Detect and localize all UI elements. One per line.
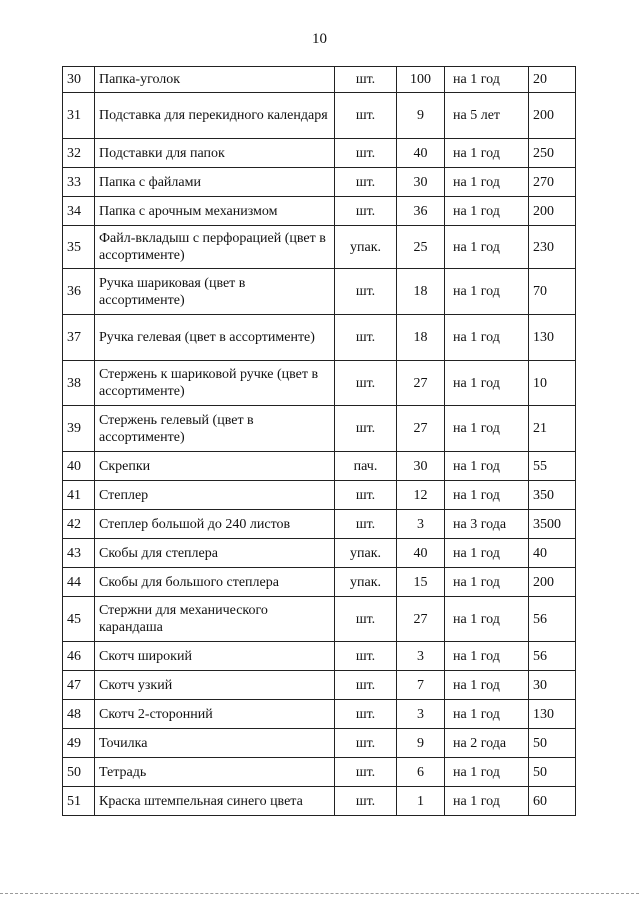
item-term: на 1 год bbox=[445, 568, 529, 597]
table-row bbox=[63, 671, 576, 700]
item-quantity: 30 bbox=[397, 452, 445, 481]
item-price: 30 bbox=[529, 671, 576, 700]
item-price: 70 bbox=[529, 269, 576, 315]
supply-table bbox=[62, 66, 576, 816]
table-row bbox=[63, 510, 576, 539]
table-row bbox=[63, 406, 576, 452]
page-number: 10 bbox=[312, 31, 327, 47]
row-number: 47 bbox=[63, 671, 95, 700]
row-number: 45 bbox=[63, 597, 95, 642]
item-term: на 1 год bbox=[445, 406, 529, 452]
item-price: 130 bbox=[529, 700, 576, 729]
item-price: 200 bbox=[529, 93, 576, 139]
table-row bbox=[63, 197, 576, 226]
item-unit: шт. bbox=[335, 671, 397, 700]
item-name: Точилка bbox=[95, 729, 335, 758]
item-unit: шт. bbox=[335, 269, 397, 315]
item-name: Стержень к шариковой ручке (цвет в ассортименте) bbox=[95, 361, 335, 406]
item-term: на 1 год bbox=[445, 539, 529, 568]
item-price: 250 bbox=[529, 139, 576, 168]
item-quantity: 27 bbox=[397, 406, 445, 452]
item-price: 350 bbox=[529, 481, 576, 510]
item-name: Папка с арочным механизмом bbox=[95, 197, 335, 226]
supply-table-body bbox=[63, 67, 576, 816]
item-price: 50 bbox=[529, 758, 576, 787]
item-quantity: 12 bbox=[397, 481, 445, 510]
item-quantity: 3 bbox=[397, 642, 445, 671]
table-row bbox=[63, 452, 576, 481]
row-number: 35 bbox=[63, 226, 95, 269]
item-unit: упак. bbox=[335, 226, 397, 269]
item-price: 200 bbox=[529, 568, 576, 597]
item-name: Стержни для механического карандаша bbox=[95, 597, 335, 642]
row-number: 43 bbox=[63, 539, 95, 568]
table-row bbox=[63, 787, 576, 816]
item-quantity: 40 bbox=[397, 139, 445, 168]
item-name: Папка-уголок bbox=[95, 67, 335, 93]
footer-divider bbox=[0, 893, 639, 894]
row-number: 34 bbox=[63, 197, 95, 226]
item-name: Ручка гелевая (цвет в ассортименте) bbox=[95, 315, 335, 361]
item-name: Скотч узкий bbox=[95, 671, 335, 700]
item-term: на 1 год bbox=[445, 481, 529, 510]
item-price: 270 bbox=[529, 168, 576, 197]
item-term: на 1 год bbox=[445, 315, 529, 361]
item-unit: шт. bbox=[335, 700, 397, 729]
row-number: 48 bbox=[63, 700, 95, 729]
row-number: 36 bbox=[63, 269, 95, 315]
row-number: 37 bbox=[63, 315, 95, 361]
row-number: 50 bbox=[63, 758, 95, 787]
table-row bbox=[63, 481, 576, 510]
item-price: 200 bbox=[529, 197, 576, 226]
item-unit: пач. bbox=[335, 452, 397, 481]
item-term: на 5 лет bbox=[445, 93, 529, 139]
table-row bbox=[63, 67, 576, 93]
item-unit: упак. bbox=[335, 568, 397, 597]
item-unit: шт. bbox=[335, 168, 397, 197]
table-row bbox=[63, 729, 576, 758]
item-unit: шт. bbox=[335, 406, 397, 452]
row-number: 30 bbox=[63, 67, 95, 93]
item-term: на 1 год bbox=[445, 452, 529, 481]
item-quantity: 100 bbox=[397, 67, 445, 93]
item-quantity: 40 bbox=[397, 539, 445, 568]
row-number: 41 bbox=[63, 481, 95, 510]
item-name: Скотч широкий bbox=[95, 642, 335, 671]
row-number: 38 bbox=[63, 361, 95, 406]
item-name: Скотч 2-сторонний bbox=[95, 700, 335, 729]
item-name: Скрепки bbox=[95, 452, 335, 481]
item-unit: шт. bbox=[335, 197, 397, 226]
table-row bbox=[63, 642, 576, 671]
item-unit: шт. bbox=[335, 642, 397, 671]
table-row bbox=[63, 269, 576, 315]
item-unit: шт. bbox=[335, 139, 397, 168]
item-unit: шт. bbox=[335, 361, 397, 406]
item-term: на 1 год bbox=[445, 758, 529, 787]
item-price: 230 bbox=[529, 226, 576, 269]
row-number: 46 bbox=[63, 642, 95, 671]
item-term: на 1 год bbox=[445, 139, 529, 168]
item-unit: шт. bbox=[335, 481, 397, 510]
item-term: на 3 года bbox=[445, 510, 529, 539]
item-name: Степлер bbox=[95, 481, 335, 510]
item-term: на 1 год bbox=[445, 226, 529, 269]
item-name: Подставка для перекидного календаря bbox=[95, 93, 335, 139]
item-name: Скобы для большого степлера bbox=[95, 568, 335, 597]
row-number: 32 bbox=[63, 139, 95, 168]
item-price: 56 bbox=[529, 642, 576, 671]
item-price: 10 bbox=[529, 361, 576, 406]
item-price: 3500 bbox=[529, 510, 576, 539]
item-unit: шт. bbox=[335, 510, 397, 539]
table-row bbox=[63, 361, 576, 406]
item-quantity: 1 bbox=[397, 787, 445, 816]
item-price: 40 bbox=[529, 539, 576, 568]
item-name: Скобы для степлера bbox=[95, 539, 335, 568]
item-price: 21 bbox=[529, 406, 576, 452]
item-quantity: 3 bbox=[397, 510, 445, 539]
item-term: на 1 год bbox=[445, 700, 529, 729]
table-row bbox=[63, 597, 576, 642]
item-unit: упак. bbox=[335, 539, 397, 568]
item-price: 55 bbox=[529, 452, 576, 481]
item-term: на 1 год bbox=[445, 597, 529, 642]
item-name: Краска штемпельная синего цвета bbox=[95, 787, 335, 816]
item-quantity: 15 bbox=[397, 568, 445, 597]
table-row bbox=[63, 168, 576, 197]
item-quantity: 6 bbox=[397, 758, 445, 787]
item-unit: шт. bbox=[335, 597, 397, 642]
item-name: Степлер большой до 240 листов bbox=[95, 510, 335, 539]
item-unit: шт. bbox=[335, 787, 397, 816]
row-number: 31 bbox=[63, 93, 95, 139]
item-term: на 1 год bbox=[445, 197, 529, 226]
table-row bbox=[63, 758, 576, 787]
item-term: на 1 год bbox=[445, 361, 529, 406]
item-quantity: 27 bbox=[397, 597, 445, 642]
item-quantity: 18 bbox=[397, 315, 445, 361]
table-row bbox=[63, 315, 576, 361]
table-row bbox=[63, 700, 576, 729]
item-quantity: 36 bbox=[397, 197, 445, 226]
item-term: на 1 год bbox=[445, 787, 529, 816]
item-price: 50 bbox=[529, 729, 576, 758]
item-quantity: 7 bbox=[397, 671, 445, 700]
table-row bbox=[63, 226, 576, 269]
item-name: Файл-вкладыш с перфорацией (цвет в ассортименте) bbox=[95, 226, 335, 269]
item-name: Тетрадь bbox=[95, 758, 335, 787]
item-quantity: 9 bbox=[397, 729, 445, 758]
item-quantity: 27 bbox=[397, 361, 445, 406]
item-unit: шт. bbox=[335, 67, 397, 93]
item-quantity: 30 bbox=[397, 168, 445, 197]
row-number: 42 bbox=[63, 510, 95, 539]
item-name: Подставки для папок bbox=[95, 139, 335, 168]
item-unit: шт. bbox=[335, 315, 397, 361]
row-number: 40 bbox=[63, 452, 95, 481]
item-price: 56 bbox=[529, 597, 576, 642]
item-unit: шт. bbox=[335, 93, 397, 139]
item-quantity: 18 bbox=[397, 269, 445, 315]
row-number: 33 bbox=[63, 168, 95, 197]
row-number: 49 bbox=[63, 729, 95, 758]
table-row bbox=[63, 539, 576, 568]
table-row bbox=[63, 568, 576, 597]
item-unit: шт. bbox=[335, 729, 397, 758]
item-term: на 1 год bbox=[445, 269, 529, 315]
item-term: на 2 года bbox=[445, 729, 529, 758]
item-quantity: 3 bbox=[397, 700, 445, 729]
item-term: на 1 год bbox=[445, 671, 529, 700]
item-name: Ручка шариковая (цвет в ассортименте) bbox=[95, 269, 335, 315]
row-number: 44 bbox=[63, 568, 95, 597]
item-term: на 1 год bbox=[445, 67, 529, 93]
table-row bbox=[63, 139, 576, 168]
item-price: 130 bbox=[529, 315, 576, 361]
item-name: Стержень гелевый (цвет в ассортименте) bbox=[95, 406, 335, 452]
row-number: 39 bbox=[63, 406, 95, 452]
item-price: 60 bbox=[529, 787, 576, 816]
item-quantity: 9 bbox=[397, 93, 445, 139]
item-name: Папка с файлами bbox=[95, 168, 335, 197]
item-price: 20 bbox=[529, 67, 576, 93]
item-term: на 1 год bbox=[445, 168, 529, 197]
item-term: на 1 год bbox=[445, 642, 529, 671]
table-row bbox=[63, 93, 576, 139]
item-quantity: 25 bbox=[397, 226, 445, 269]
item-unit: шт. bbox=[335, 758, 397, 787]
row-number: 51 bbox=[63, 787, 95, 816]
